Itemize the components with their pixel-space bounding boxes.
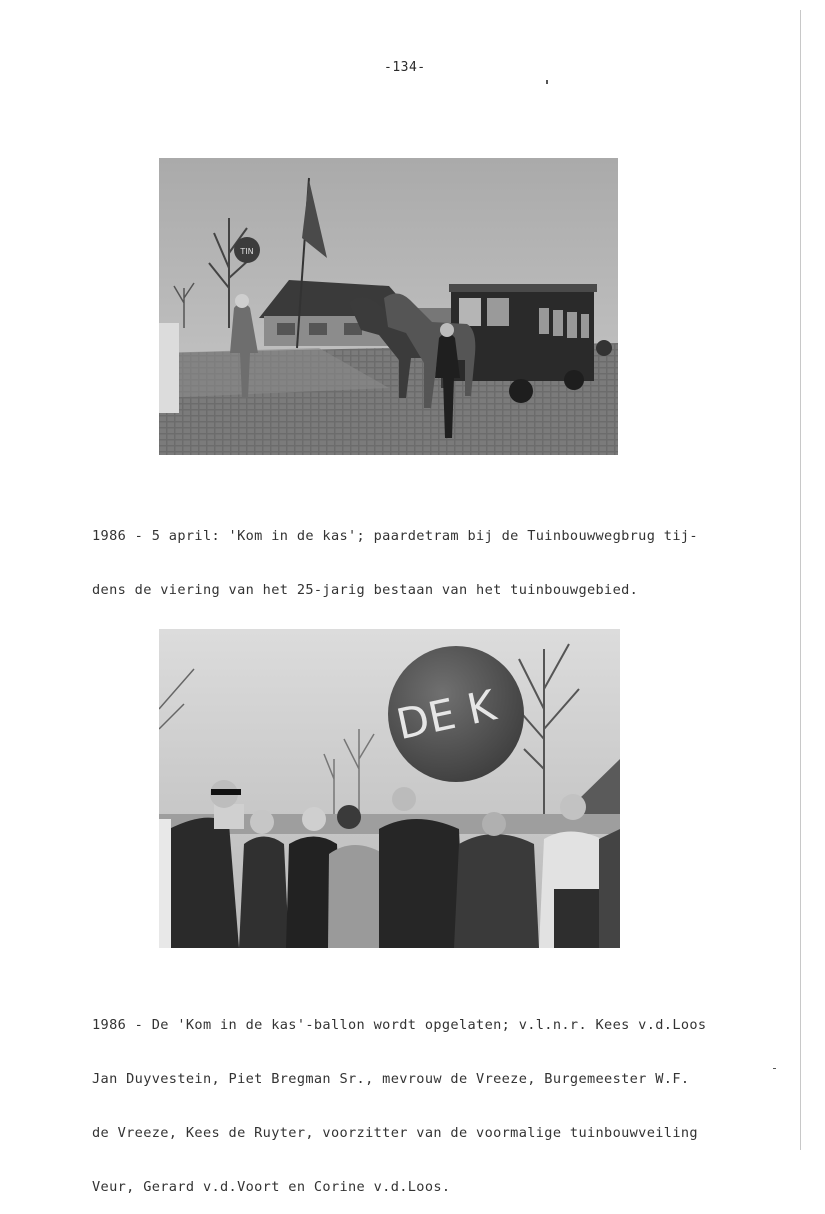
caption-photo-2 [92,980,706,1214]
photo-horse-tram [159,158,618,455]
caption-line: 1986 - 5 april: 'Kom in de kas'; paardetram bij de Tuinbouwwegbrug tij- [92,528,698,544]
page-number: -134- [384,60,426,75]
caption-line: 1986 - De 'Kom in de kas'-ballon wordt opgelaten; v.l.n.r. Kees v.d.Loos [92,1017,707,1033]
ink-speck [546,80,548,84]
caption-line: Jan Duyvestein, Piet Bregman Sr., mevrouw de Vreeze, Burgemeester W.F. [92,1071,690,1087]
photo-balloon-launch [159,629,620,948]
ink-speck [773,1068,776,1069]
balloon-lettering: DE K [392,680,500,750]
caption-photo-1 [92,491,698,617]
caption-line: Veur, Gerard v.d.Voort en Corine v.d.Loos. [92,1179,451,1195]
caption-line: dens de viering van het 25-jarig bestaan van het tuinbouwgebied. [92,582,639,598]
page-edge [800,10,801,1150]
balloon-lettering: TIN [240,247,254,256]
caption-line: de Vreeze, Kees de Ruyter, voorzitter van de voormalige tuinbouwveiling [92,1125,698,1141]
